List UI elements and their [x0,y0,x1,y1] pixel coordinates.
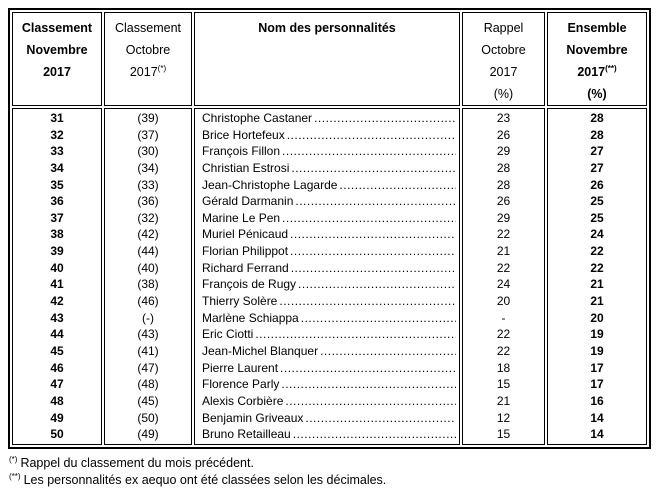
previous-rank-value: (50) [137,410,159,425]
rappel-octobre-value: 18 [496,360,511,375]
personality-name: François Fillon [202,144,281,159]
ensemble-novembre-value: 24 [590,227,604,242]
rappel-octobre-value: 21 [496,393,511,408]
dotted-leader [339,177,456,194]
rank-value: 41 [50,277,64,292]
header-line: Novembre [26,43,88,57]
previous-rank-value: (47) [137,360,159,375]
header-line: Nom des personnalités [258,21,396,35]
rank-value: 35 [50,177,64,192]
dotted-leader [285,393,456,410]
header-classement-octobre [104,12,192,106]
footnote-marker: (*) [157,63,167,73]
personality-name-line [195,110,459,127]
personality-name-line [195,310,459,327]
dotted-leader [287,127,456,144]
personality-name: Muriel Pénicaud [202,227,289,242]
column-ensemble-novembre [547,108,647,445]
header-line: Ensemble [567,21,627,35]
rappel-octobre-value: 22 [496,327,511,342]
previous-rank-value: (48) [137,377,159,392]
personality-name: Pierre Laurent [202,360,279,375]
footnote-text: Les personnalités ex aequo ont été classées selon les décimales. [23,473,387,488]
previous-rank-value: (39) [137,111,159,125]
rank-value: 45 [50,343,64,358]
dotted-leader [282,210,456,227]
header-line [105,61,191,83]
ensemble-novembre-value: 25 [590,194,604,209]
rappel-octobre-value: 29 [496,210,511,225]
rank-value: 33 [50,144,64,159]
rappel-octobre-value: 12 [496,410,511,425]
previous-rank-value: (40) [137,260,159,275]
footnote-marker: (**) [605,63,617,73]
personality-name: Jean-Christophe Lagarde [202,177,338,192]
personality-name: Bruno Retailleau [202,427,291,442]
header-row [12,12,647,106]
personality-name-line [195,260,459,277]
personality-name-line [195,177,459,194]
rappel-octobre-value: - [501,310,506,325]
personality-name: Christian Estrosi [202,160,290,175]
ensemble-novembre-value: 28 [590,127,604,142]
ensemble-novembre-value: 22 [590,260,604,275]
column-names [194,108,460,445]
ensemble-novembre-value: 28 [590,111,604,125]
personality-name-line [195,160,459,177]
dotted-leader [314,110,456,127]
rappel-octobre-value: 29 [496,144,511,159]
personality-name: Gérald Darmanin [202,194,294,209]
personality-name-line [195,343,459,360]
rappel-octobre-value: 15 [496,427,511,442]
previous-rank-value: (46) [137,294,159,309]
rappel-octobre-value: 24 [496,277,511,292]
rank-value: 43 [50,310,64,325]
rank-value: 38 [50,227,64,242]
footnote-2 [9,472,649,490]
ensemble-novembre-value: 14 [590,427,604,442]
header-classement-novembre [12,12,102,106]
dotted-leader [290,243,456,260]
dotted-leader [290,226,456,243]
header-line [548,61,646,83]
rappel-octobre-value: 26 [496,127,511,142]
previous-rank-value: (49) [137,427,159,442]
personality-name-line [195,226,459,243]
ranking-table [8,8,651,449]
header-line: Classement [21,21,93,35]
dotted-leader [291,160,456,177]
ensemble-novembre-value: 20 [590,310,604,325]
personality-name: Florian Philippot [202,244,289,259]
previous-rank-value: (38) [137,277,159,292]
header-line: Novembre [566,43,628,57]
dotted-leader [282,143,456,160]
previous-rank-value: (44) [137,244,159,259]
personality-name: Christophe Castaner [202,111,313,125]
rappel-octobre-value: 23 [496,111,511,125]
footnote-marker: (*) [9,454,18,464]
rank-value: 48 [50,393,64,408]
previous-rank-value: (33) [137,177,159,192]
rappel-octobre-value: 22 [496,227,511,242]
previous-rank-value: (37) [137,127,159,142]
rank-value: 42 [50,294,64,309]
personality-name-line [195,210,459,227]
ensemble-novembre-value: 21 [590,277,604,292]
previous-rank-value: (-) [142,310,154,325]
rappel-octobre-value: 21 [496,244,511,259]
column-rank-novembre [12,108,102,445]
personality-name-line [195,326,459,343]
previous-rank-value: (43) [137,327,159,342]
rank-value: 46 [50,360,64,375]
personality-name: Brice Hortefeux [202,127,285,142]
personality-name-line [195,143,459,160]
header-line: 2017 [43,65,71,79]
previous-rank-value: (30) [137,144,159,159]
rappel-octobre-value: 22 [496,343,511,358]
personality-name: Marine Le Pen [202,210,281,225]
personality-name: François de Rugy [202,277,297,292]
header-line: 2017 [489,65,518,79]
personality-name: Richard Ferrand [202,260,289,275]
ensemble-novembre-value: 22 [590,244,604,259]
header-line: Octobre [125,43,171,57]
previous-rank-value: (34) [137,160,159,175]
header-line: Octobre [481,43,526,57]
personality-name-line [195,376,459,393]
rank-value: 39 [50,244,64,259]
personality-name-line [195,193,459,210]
dotted-leader [279,293,456,310]
ensemble-novembre-value: 16 [590,393,604,408]
personality-name-line [195,293,459,310]
personality-name-line [195,360,459,377]
rank-value: 31 [50,111,64,125]
ensemble-novembre-value: 19 [590,327,604,342]
rank-value: 32 [50,127,64,142]
dotted-leader [281,376,456,393]
previous-rank-value: (41) [137,343,159,358]
dotted-leader [255,326,456,343]
column-rappel-octobre [462,108,545,445]
rappel-octobre-value: 20 [496,294,511,309]
ensemble-novembre-value: 27 [590,160,604,175]
personality-name: Eric Ciotti [202,327,254,342]
rank-value: 49 [50,410,64,425]
rank-value: 36 [50,194,64,209]
rappel-octobre-value: 26 [496,194,511,209]
rank-value: 44 [50,327,64,342]
rappel-octobre-value: 28 [496,160,511,175]
rank-value: 37 [50,210,64,225]
personality-name: Florence Parly [202,377,280,392]
previous-rank-value: (36) [137,194,159,209]
personality-name-line [195,426,459,443]
dotted-leader [301,310,456,327]
body-row [12,108,647,445]
footnote-marker: (**) [9,472,21,482]
personality-name: Marlène Schiappa [202,310,299,325]
dotted-leader [291,260,456,277]
footnotes [8,455,649,490]
personality-name-line [195,410,459,427]
dotted-leader [280,360,456,377]
ensemble-novembre-value: 25 [590,210,604,225]
personality-name: Alexis Corbière [202,393,284,408]
header-line: Classement [115,21,181,35]
header-year: 2017 [577,65,606,79]
rappel-octobre-value: 28 [496,177,511,192]
ensemble-novembre-value: 17 [590,360,604,375]
personality-name-line [195,127,459,144]
previous-rank-value: (45) [137,393,159,408]
header-rappel-octobre [462,12,545,106]
rank-value: 40 [50,260,64,275]
column-rank-octobre [104,108,192,445]
dotted-leader [295,193,456,210]
personality-name-line [195,243,459,260]
dotted-leader [320,343,456,360]
footnote-text: Rappel du classement du mois précédent. [20,455,254,470]
personality-name-line [195,393,459,410]
previous-rank-value: (42) [137,227,159,242]
ensemble-novembre-value: 27 [590,144,604,159]
personality-name: Thierry Solère [202,294,278,309]
rappel-octobre-value: 15 [496,377,511,392]
personality-name-line [195,276,459,293]
ensemble-novembre-value: 19 [590,343,604,358]
header-percent-label: (%) [493,87,514,101]
header-ensemble-novembre [547,12,647,106]
ensemble-novembre-value: 17 [590,377,604,392]
header-line: Rappel [483,21,524,35]
ensemble-novembre-value: 26 [590,177,604,192]
dotted-leader [305,410,456,427]
rank-value: 50 [50,427,64,442]
rappel-octobre-value: 22 [496,260,511,275]
previous-rank-value: (32) [137,210,159,225]
ensemble-novembre-value: 21 [590,294,604,309]
rank-value: 47 [50,377,64,392]
footnote-1 [9,455,649,473]
header-percent-label: (%) [587,87,607,101]
personality-name: Benjamin Griveaux [202,410,304,425]
dotted-leader [298,276,456,293]
rank-value: 34 [50,160,64,175]
dotted-leader [293,426,456,443]
ensemble-novembre-value: 14 [590,410,604,425]
personality-name: Jean-Michel Blanquer [202,343,319,358]
header-year: 2017 [129,65,158,79]
header-nom-personnalites [194,12,460,106]
